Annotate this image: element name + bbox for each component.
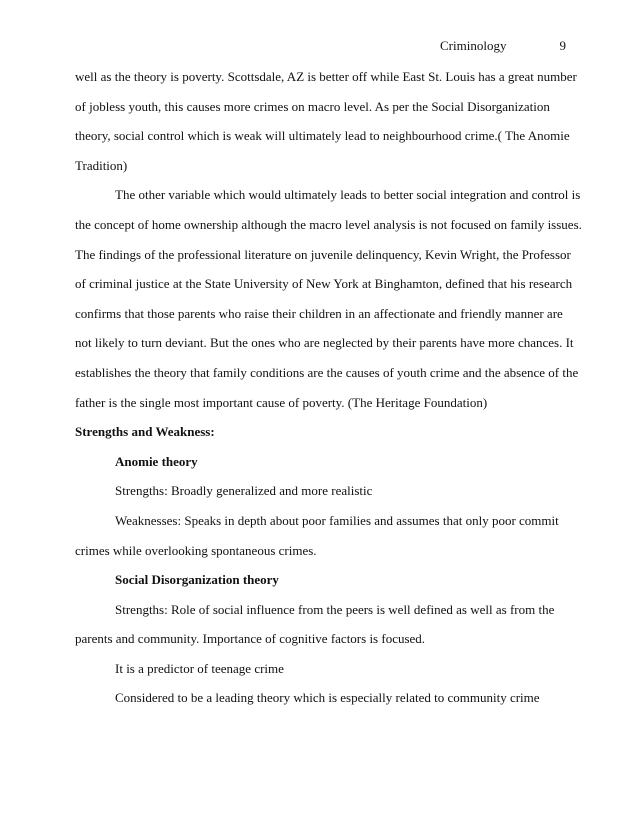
text-line: It is a predictor of teenage crime <box>115 660 284 676</box>
text-line: theory, social control which is weak will ultimately lead to neighbourhood crime.( The Anomie <box>75 128 570 144</box>
text-line: Strengths: Role of social influence from the peers is well defined as well as from the <box>115 601 555 617</box>
text-line: of jobless youth, this causes more crimes on macro level. As per the Social Disorganization <box>75 98 550 114</box>
subsection-heading: Social Disorganization theory <box>115 572 279 588</box>
text-line: Weaknesses: Speaks in depth about poor families and assumes that only poor commit <box>115 512 559 528</box>
text-line: The findings of the professional literature on juvenile delinquency, Kevin Wright, the Professor <box>75 246 571 262</box>
section-heading: Strengths and Weakness: <box>75 424 215 440</box>
text-line: crimes while overlooking spontaneous crimes. <box>75 542 317 558</box>
text-line: Strengths: Broadly generalized and more realistic <box>115 483 373 499</box>
text-line: The other variable which would ultimately leads to better social integration and control is <box>115 187 581 203</box>
text-line: father is the single most important cause of poverty. (The Heritage Foundation) <box>75 394 488 410</box>
page-number: 9 <box>559 38 566 53</box>
text-line: confirms that those parents who raise their children in an affectionate and friendly manner are <box>75 305 563 321</box>
text-line: the concept of home ownership although the macro level analysis is not focused on family issues. <box>75 216 582 232</box>
running-head-title: Criminology <box>440 38 507 53</box>
text-line: well as the theory is poverty. Scottsdale, AZ is better off while East St. Louis has a great number <box>75 69 577 84</box>
text-line: Tradition) <box>75 157 128 173</box>
text-line: not likely to turn deviant. But the ones who are neglected by their parents have more chances. It <box>75 335 574 351</box>
text-line: of criminal justice at the State University of New York at Binghamton, defined that his research <box>75 276 573 292</box>
subsection-heading: Anomie theory <box>115 453 198 469</box>
running-head <box>440 38 570 54</box>
text-line: parents and community. Importance of cognitive factors is focused. <box>75 631 426 647</box>
text-line: Considered to be a leading theory which is especially related to community crime <box>115 690 540 706</box>
body-text <box>75 66 582 717</box>
text-line: establishes the theory that family conditions are the causes of youth crime and the absence of the <box>75 364 579 380</box>
